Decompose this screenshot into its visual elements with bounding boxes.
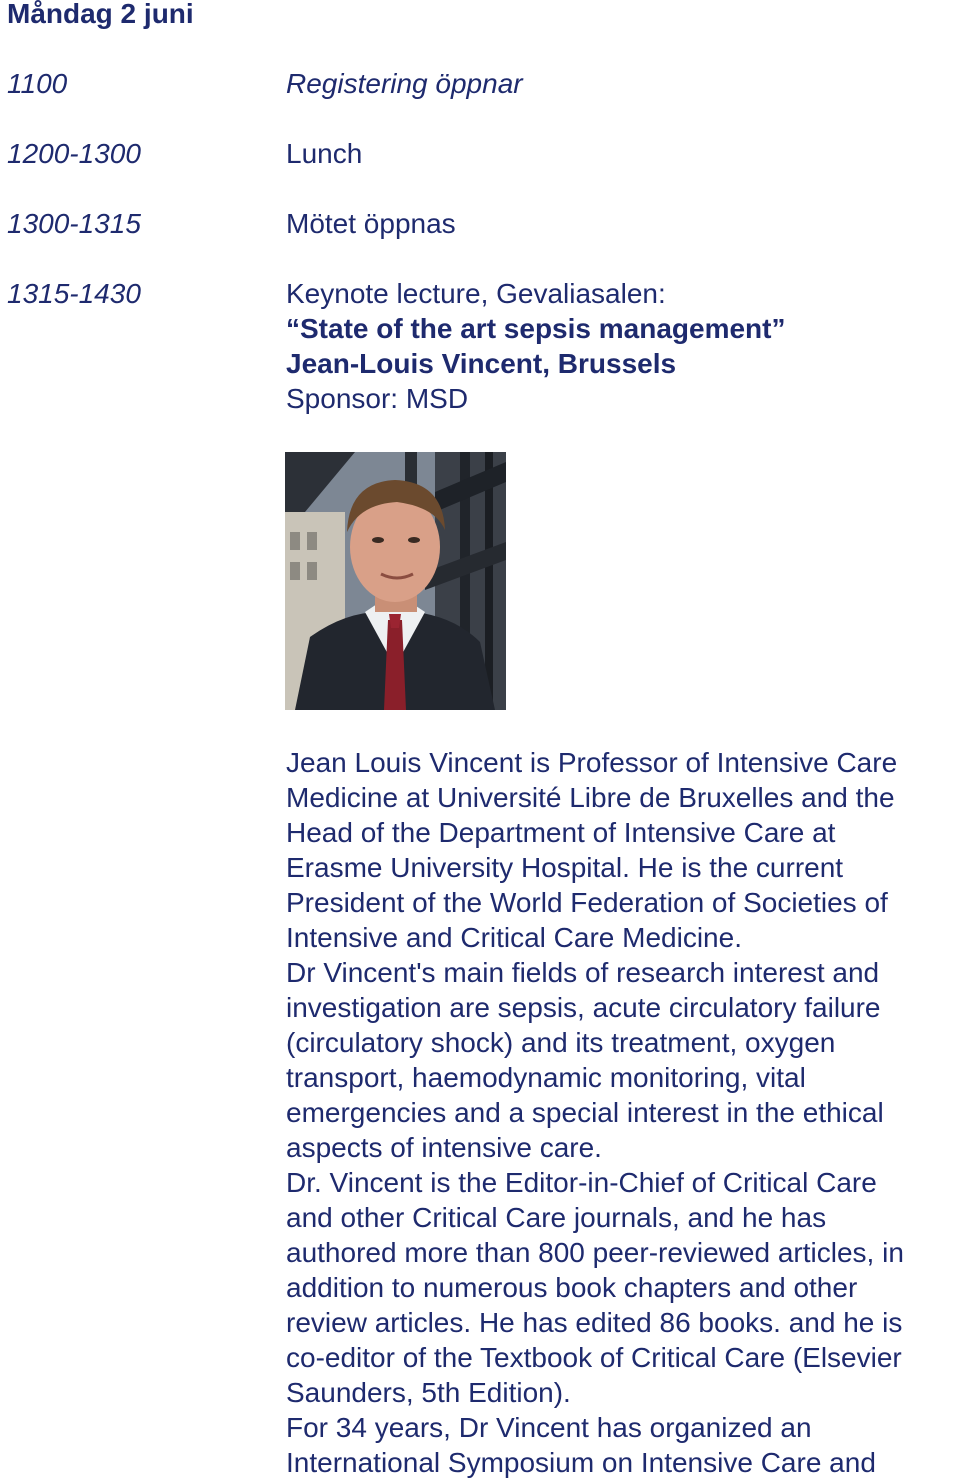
schedule-title: Registering öppnar (286, 68, 523, 99)
bio-line: Intensive and Critical Care Medicine. (286, 922, 742, 953)
bio-line: investigation are sepsis, acute circulatory failure (286, 992, 881, 1023)
speaker-biography (286, 745, 960, 1480)
keynote-block (286, 276, 785, 416)
sponsor-line: Sponsor: MSD (286, 383, 469, 414)
speaker-name: Jean-Louis Vincent, Brussels (286, 348, 677, 379)
bio-line: transport, haemodynamic monitoring, vital (286, 1062, 806, 1093)
bio-line: emergencies and a special interest in the ethical (286, 1097, 884, 1128)
bio-line: President of the World Federation of Societies of (286, 887, 888, 918)
bio-line: review articles. He has edited 86 books. and he is (286, 1307, 903, 1338)
day-heading: Måndag 2 juni (7, 0, 194, 29)
bio-line: co-editor of the Textbook of Critical Care (Elsevier (286, 1342, 902, 1373)
bio-line: Head of the Department of Intensive Care at (286, 817, 836, 848)
bio-line: Erasme University Hospital. He is the current (286, 852, 844, 883)
bio-line: Medicine at Université Libre de Bruxelles and the (286, 782, 895, 813)
keynote-label: Keynote lecture, Gevaliasalen: (286, 278, 666, 309)
bio-line: and other Critical Care journals, and he has (286, 1202, 827, 1233)
schedule-time: 1315-1430 (7, 278, 141, 309)
schedule-time: 1100 (7, 68, 68, 99)
bio-line: addition to numerous book chapters and other (286, 1272, 858, 1303)
bio-line: For 34 years, Dr Vincent has organized an (286, 1412, 812, 1443)
speaker-portrait-photo (285, 452, 506, 710)
talk-title: “State of the art sepsis management” (286, 313, 786, 344)
bio-line: Dr Vincent's main fields of research interest and (286, 957, 880, 988)
schedule-time: 1200-1300 (7, 138, 141, 169)
bio-line: Saunders, 5th Edition). (286, 1377, 571, 1408)
bio-line: Dr. Vincent is the Editor-in-Chief of Critical Care (286, 1167, 877, 1198)
bio-line: Jean Louis Vincent is Professor of Intensive Care (286, 747, 898, 778)
schedule-title: Lunch (286, 138, 363, 169)
bio-line: (circulatory shock) and its treatment, oxygen (286, 1027, 836, 1058)
bio-line: International Symposium on Intensive Care and (286, 1447, 876, 1478)
schedule-title: Mötet öppnas (286, 208, 456, 239)
bio-line: authored more than 800 peer-reviewed articles, in (286, 1237, 904, 1268)
schedule-time: 1300-1315 (7, 208, 141, 239)
bio-line: aspects of intensive care. (286, 1132, 602, 1163)
